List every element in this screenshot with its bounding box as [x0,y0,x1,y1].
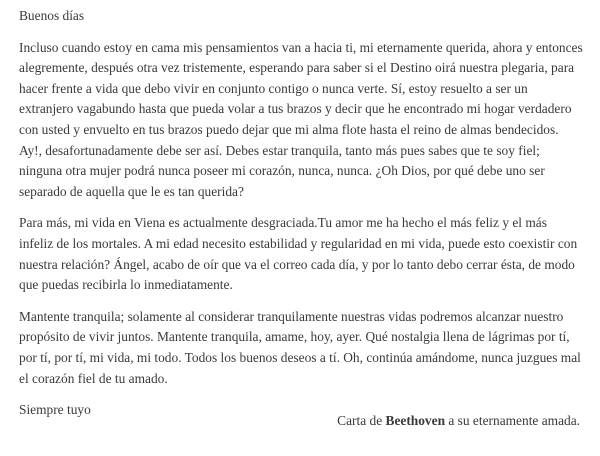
letter-paragraph-1: Incluso cuando estoy en cama mis pensamientos van a hacia ti, mi eternamente querida, ahora y entonces alegremente, después otra vez tristemente, esperando para saber si el Destino oirá nuestra plegaria, para hacer frente a vida que debo vivir en conjunto contigo o nunca verte. Sí, estoy resuelto a ser un extranjero vagabundo hasta que pueda volar a tus brazos y decir que he encontrado mi hogar verdadero con usted y envuelto en tus brazos puedo dejar que mi alma flote hasta el reino de almas bendecidos. Ay!, desafortunadamente debe ser así. Debes estar tranquila, tanto más pues sabes que te soy fiel; ninguna otra mujer podrá nunca poseer mi corazón, nunca, nunca. ¿Oh Dios, por qué debe uno ser separado de aquella que le es tan querida? [19,39,583,199]
letter-closing: Siempre tuyo [19,402,91,418]
letter-greeting: Buenos días [19,8,85,23]
letter-paragraph-2: Para más, mi vida en Viena es actualmente desgraciada.Tu amor me ha hecho el más feliz y el más infeliz de los mortales. A mi edad necesito estabilidad y regularidad en mi vida, puede esto coexistir con nuestra relación? Ángel, acabo de oír que va el correo cada día, y por lo tanto debo cerrar ésta, de modo que puedas recibirla lo inmediatamente. [19,215,578,293]
letter-body [19,6,584,421]
letter-paragraph-3: Mantente tranquila; solamente al considerar tranquilamente nuestras vidas podremos alcanzar nuestro propósito de vivir juntos. Mantente tranquila, amame, hoy, ayer. Qué nostalgia llena de lágrimas por tí, por tí, por tí, mi vida, mi todo. Todos los buenos deseos a tí. Oh, continúa amándome, nunca juzgues mal el corazón fiel de tu amado. [19,308,581,386]
attribution-author: Beethoven [385,413,446,428]
attribution-prefix: Carta de [337,413,383,428]
attribution-suffix: a su eternamente amada. [448,413,580,428]
letter-attribution [337,411,580,431]
